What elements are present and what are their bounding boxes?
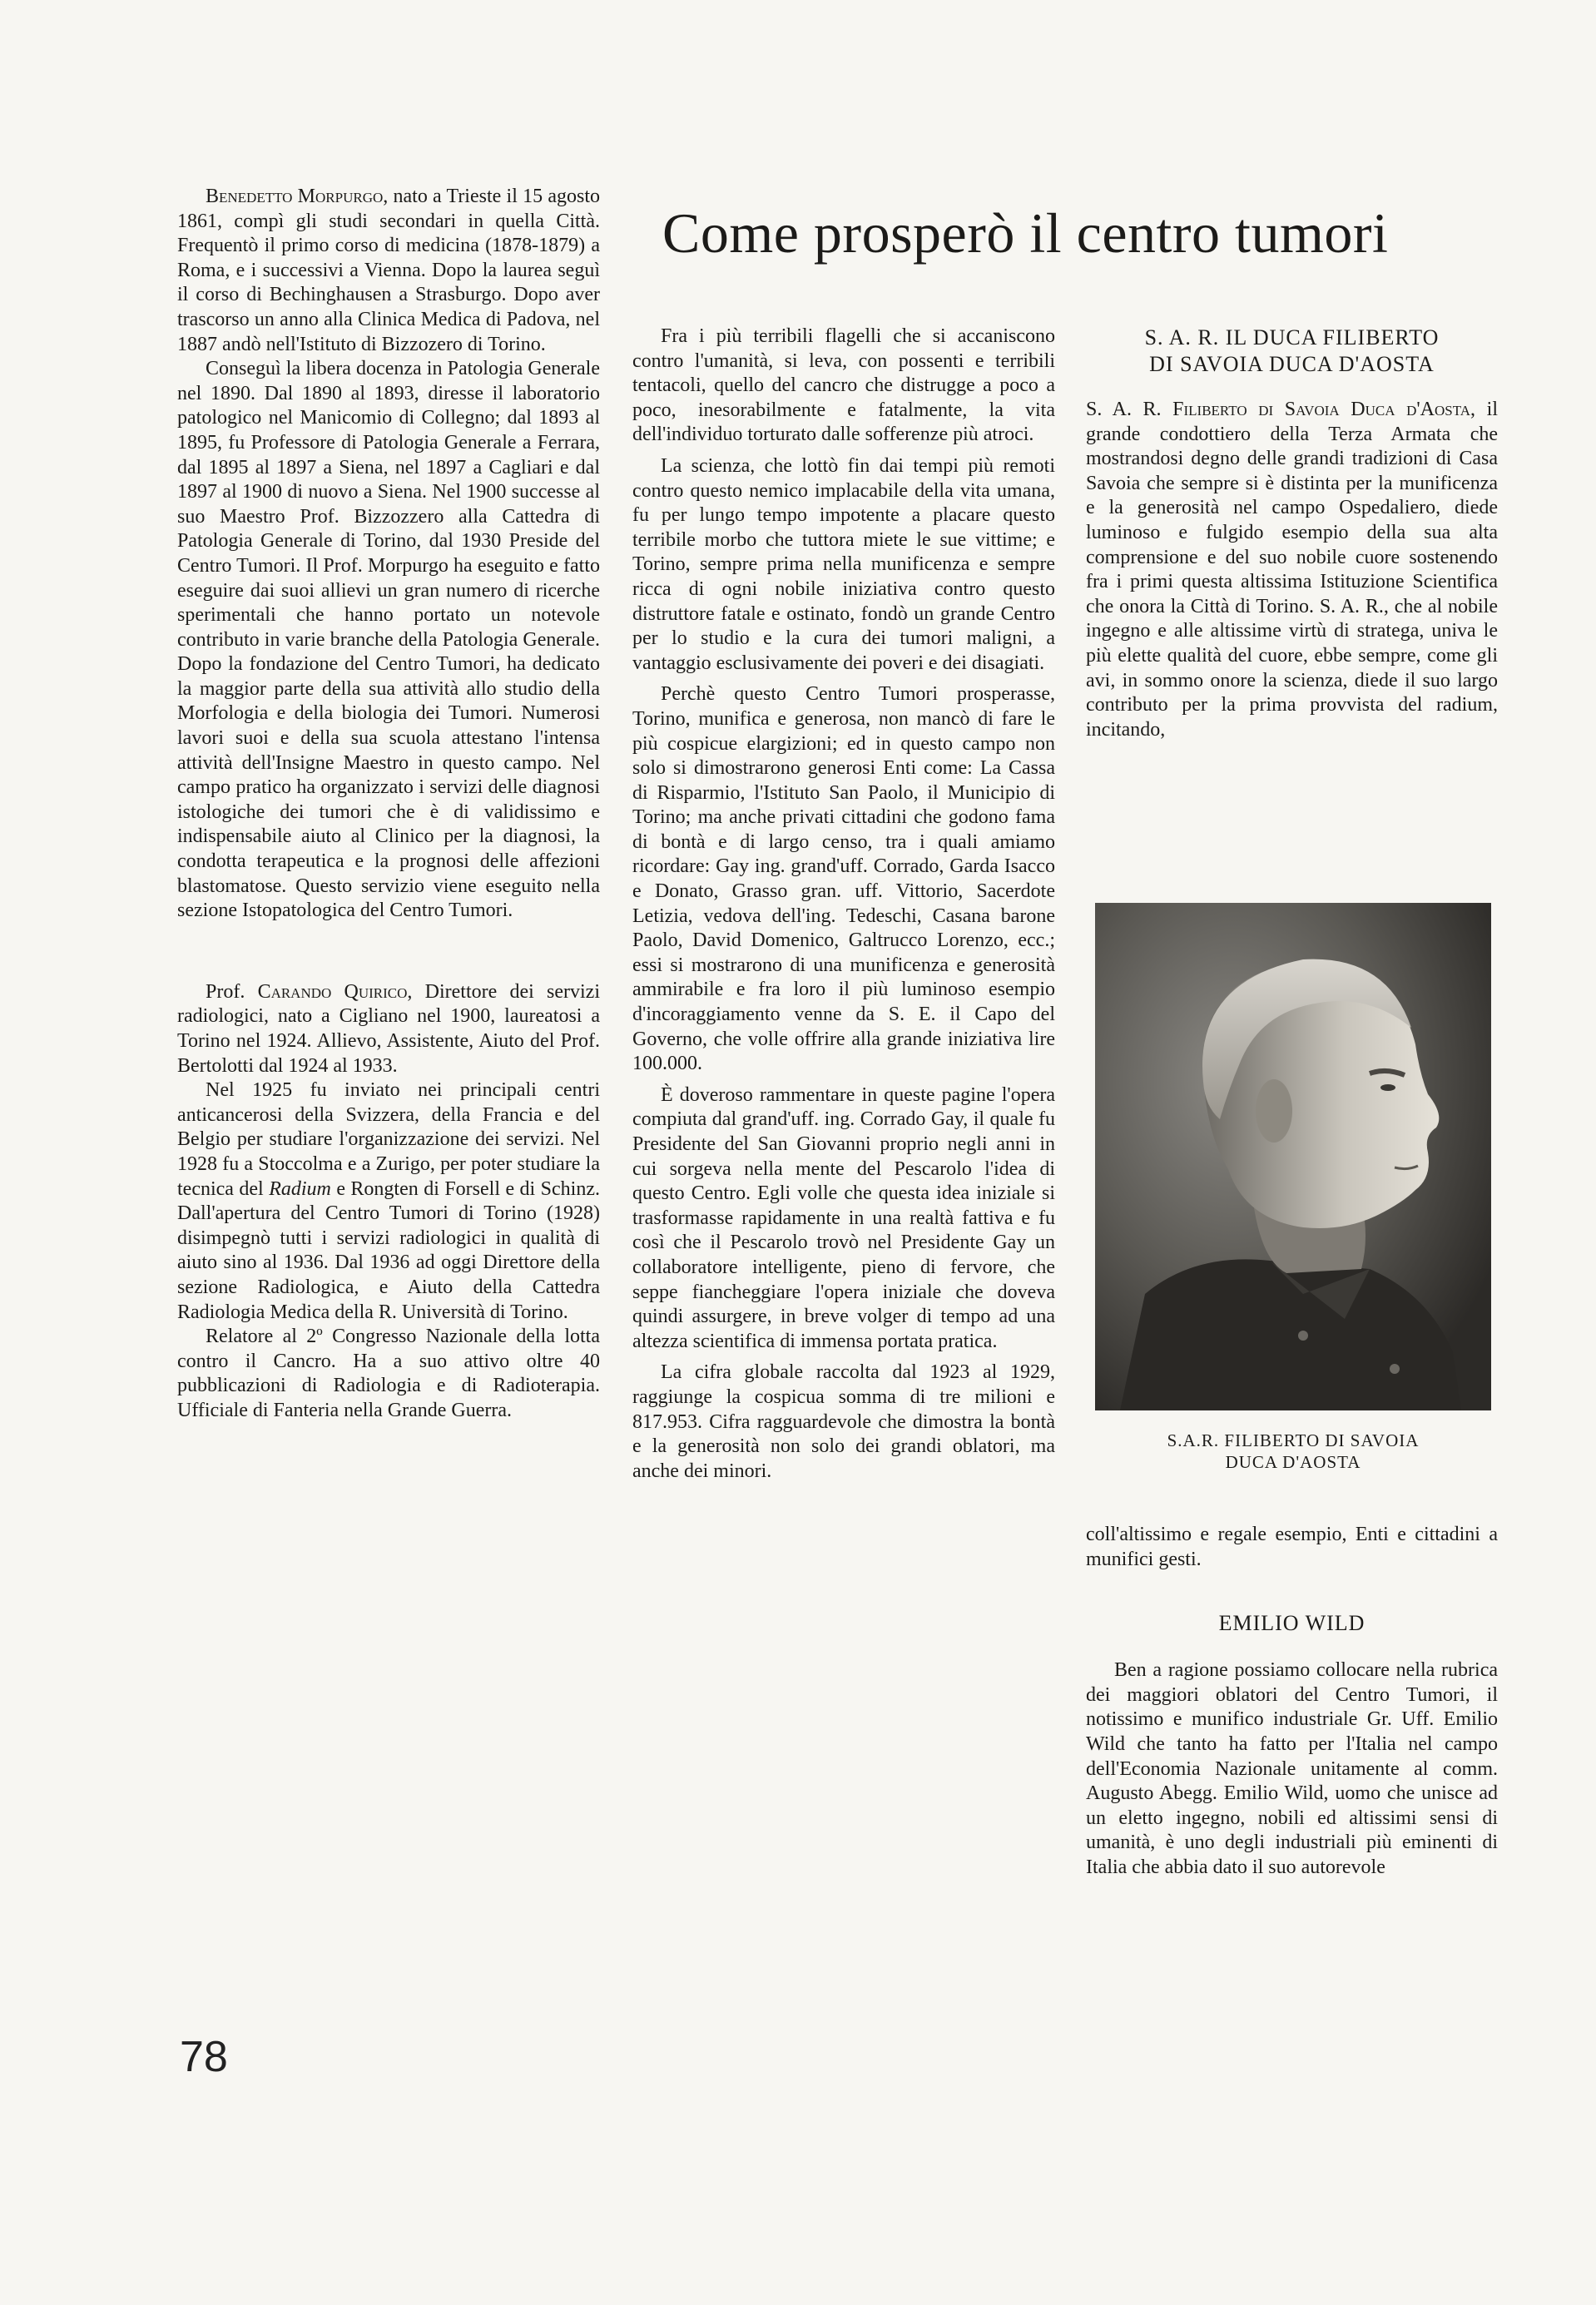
article-paragraph-5: La cifra globale raccolta dal 1923 al 1929, raggiunge la cospicua somma di tre milioni e 817.953. Cifra ragguardevole che dimostra la bontà e la generosità non solo dei grandi oblatori, ma anche dei minori. (632, 1361, 1055, 1482)
quirico-name: Carando Quirico, (257, 980, 413, 1003)
duca-heading-line-1: S. A. R. IL DUCA FILIBERTO (1144, 325, 1440, 349)
quirico-paragraph-1-text: Direttore dei servizi radiologici, nato a Cigliano nel 1900, laureatosi a Torino nel 1924. Allievo, Assistente, Aiuto del Prof. Bertolotti dal 1924 al 1933. (177, 980, 600, 1077)
morpurgo-paragraph-1-text: nato a Trieste il 15 agosto 1861, compì gli studi secondari in quella Città. Frequentò il primo corso di medicina (1878-1879) a Roma, e i successivi a Vienna. Dopo la laurea seguì il corso di Bechinghausen a Strasburgo. Dopo aver trascorso un anno alla Clinica Medica di Padova, nel 1887 andò nell'Istituto di Bizzozero di Torino. (177, 186, 600, 355)
quirico-prefix: Prof. (206, 980, 258, 1003)
headline: Come prosperò il centro tumori (662, 201, 1389, 265)
right-column-bottom (1086, 1523, 1498, 1881)
photo-caption-line-1: S.A.R. FILIBERTO DI SAVOIA (1167, 1430, 1420, 1450)
article-paragraph-3: Perchè questo Centro Tumori prosperasse, Torino, munifica e generosa, non mancò di fare le più cospicue elargizioni; ed in questo campo non solo si dimostrarono generosi Enti come: La Cassa di Risparmio, l'Istituto San Paolo, il Municipio di Torino; ma anche privati cittadini che godono fama di bontà e di largo censo, tra i quali amiamo ricordare: Gay ing. grand'uff. Corrado, Garda Isacco e Donato, Grasso gran. uff. Vittorio, Sacerdote Letizia, vedova dell'ing. Tedeschi, Casana barone Paolo, David Domenico, Galtrucco Lorenzo, ecc.; essi si mostrarono di una munificenza e generosità ammirabile e fra loro il più luminoso esempio d'incoraggiamento venne da S. E. il Capo del Governo, che volle offrire alla grande iniziativa lire 100.000. (632, 683, 1055, 1075)
photo-caption-line-2: DUCA D'AOSTA (1225, 1452, 1361, 1472)
article-paragraph-4: È doveroso rammentare in queste pagine l'opera compiuta dal grand'uff. ing. Corrado Gay, il quale fu Presidente del San Giovanni proprio negli anni in cui sorgeva nella mente del Pescarolo l'idea di questo Centro. Egli volle che questa idea iniziale si trasformasse rapidamente in una realtà fattiva e fu così che il Pescarolo trovò nel Presidente Gay un collaboratore intelligente, pieno di fervore, che seppe fiancheggiare l'opera iniziale che doveva quindi assurgere, in breve volger di tempo ad una altezza scientifica di immensa portata pratica. (632, 1083, 1055, 1352)
article-paragraph-2: La scienza, che lottò fin dai tempi più remoti contro questo nemico implacabile della vita umana, fu per lungo tempo impotente a placare questo terribile morbo che tuttora miete le sue vittime; e Torino, sempre prima nella munificenza e sempre ricca di ogni nobile iniziativa contro questo distruttore fatale e ostinato, fondò un grande Centro per lo studio e la cura dei tumori maligni, a vantaggio esclusivamente dei poveri e dei disagiati. (632, 454, 1055, 674)
page-number: 78 (180, 2033, 228, 2081)
right-column (1086, 325, 1498, 742)
duca-paragraph-1 (1086, 398, 1498, 742)
radium-term: Radium (269, 1177, 331, 1200)
quirico-paragraph-1 (177, 980, 600, 1078)
wild-heading: EMILIO WILD (1218, 1611, 1366, 1636)
duca-paragraph-1-text: il grande condottiero della Terza Armata che mostrandosi degno delle grandi tradizioni di Casa Savoia che sempre si è distinta per la munificenza e la generosità nel campo Ospedaliero, diede luminoso e fulgido esempio della sua alta comprensione e del suo nobile cuore sostenendo fra i primi questa altissima Istituzione Scientifica che onora la Città di Torino. S. A. R., che al nobile ingegno e alle altissime virtù di stratega, univa le più elette qualità del cuore, ebbe sempre, come gli avi, in sommo onore la scienza, diede il suo largo contributo per la prima provvista del radium, incitando, (1086, 399, 1498, 741)
duca-paragraph-continued: coll'altissimo e regale esempio, Enti e cittadini a munifici gesti. (1086, 1524, 1498, 1570)
morpurgo-paragraph-2: Conseguì la libera docenza in Patologia Generale nel 1890. Dal 1890 al 1893, diresse il laboratorio patologico nel Manicomio di Collegno; dal 1893 al 1895, fu Professore di Patologia Generale a Ferrara, dal 1895 al 1897 a Siena, nel 1897 a Cagliari e dal 1897 al 1900 di nuovo a Siena. Nel 1900 successe al suo Maestro Prof. Bizzozzero alla Cattedra di Patologia Generale di Torino, dal 1930 Preside del Centro Tumori. Il Prof. Morpurgo ha eseguito e fatto eseguire dai suoi allievi un gran numero di ricerche sperimentali che hanno portato un notevole contributo in varie branche della Patologia Generale. Dopo la fondazione del Centro Tumori, ha dedicato la maggior parte della sua attività allo studio della Morfologia e della biologia dei Tumori. Numerosi lavori suoi e della sua scuola attestano l'intensa attività dell'Insigne Maestro in questo campo. Nel campo pratico ha organizzato i servizi delle diagnosi istologiche dei tumori che è di validissimo e indispensabile aiuto al Clinico per la diagnosi, la condotta terapeutica e la prognosi delle affezioni blastomatose. Questo servizio viene eseguito nella sezione Istopatologica del Centro Tumori. (177, 358, 600, 922)
morpurgo-name: Benedetto Morpurgo, (206, 186, 389, 207)
duca-heading (1086, 325, 1498, 378)
duca-name: S. A. R. Filiberto di Savoia Duca d'Aosta, (1086, 399, 1476, 420)
left-column (177, 185, 600, 1424)
quirico-paragraph-2-text-a: Nel 1925 fu inviato nei principali centri anticancerosi della Svizzera, della Francia e del Belgio per studiare l'organizzazione dei servizi. Nel 1928 fu a Stoccolma e a Zurigo, per poter studiare la tecnica del (177, 1079, 600, 1200)
middle-column (632, 325, 1055, 1484)
article-paragraph-1: Fra i più terribili flagelli che si accaniscono contro l'umanità, si leva, con possenti e terribili tentacoli, quello del cancro che distrugge a poco a poco, inesorabilmente e fatalmente, la vita dell'individuo torturato dalle sofferenze più atroci. (632, 325, 1055, 446)
profile-portrait-image (1095, 903, 1491, 1410)
photo-caption (1095, 1430, 1491, 1473)
quirico-paragraph-3: Relatore al 2º Congresso Nazionale della lotta contro il Cancro. Ha a suo attivo oltre 40 pubblicazioni di Radiologia e di Radioterapia. Ufficiale di Fanteria nella Grande Guerra. (177, 1326, 600, 1421)
morpurgo-paragraph-1 (177, 185, 600, 357)
wild-paragraph-1: Ben a ragione possiamo collocare nella rubrica dei maggiori oblatori del Centro Tumori, il notissimo e munifico industriale Gr. Uff. Emilio Wild che tanto ha fatto per l'Italia nel campo dell'Economia Nazionale unitamente al comm. Augusto Abegg. Emilio Wild, uomo che unisce ad un eletto ingegno, nobili ed altissimi sensi di umanità, è uno degli industriali più eminenti di Italia che abbia dato il suo autorevole (1086, 1659, 1498, 1878)
quirico-paragraph-2-text-b: e Rongten di Forsell e di Schinz. Dall'apertura del Centro Tumori di Torino (1928) disimpegnò tutti i servizi radiologici in qualità di aiuto sino al 1936. Dal 1936 ad oggi Direttore della sezione Radiologica, e Aiuto della Cattedra Radiologia Medica della R. Università di Torino. (177, 1177, 601, 1323)
quirico-paragraph-2 (177, 1078, 600, 1325)
duca-heading-line-2: DI SAVOIA DUCA D'AOSTA (1149, 352, 1435, 376)
portrait-photo (1095, 903, 1491, 1410)
